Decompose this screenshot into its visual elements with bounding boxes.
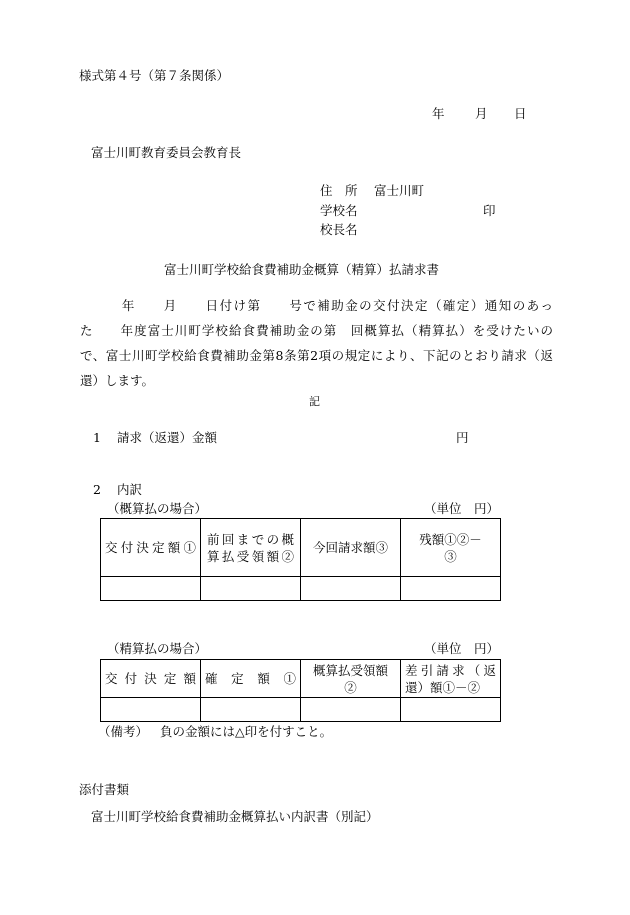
table2-header-cell: 差引請求（返還）額①－② xyxy=(401,660,501,698)
note-label: （備考） xyxy=(98,724,149,739)
address-label: 住 所 xyxy=(320,183,358,198)
note-text: 負の金額には△印を付すこと。 xyxy=(160,724,333,739)
body-line: 還）します。 xyxy=(80,373,155,388)
body-paragraph xyxy=(80,293,553,393)
item1-unit: 円 xyxy=(456,430,469,445)
date-day-label: 日 xyxy=(514,106,527,121)
date-month-label: 月 xyxy=(475,106,488,121)
item1-number: 1 xyxy=(93,430,101,445)
attachments-heading: 添付書類 xyxy=(79,782,130,797)
table1-overview xyxy=(100,518,501,601)
table2-header-cell: 確定額① xyxy=(201,660,301,698)
table-cell xyxy=(101,577,201,601)
form-number: 様式第４号（第７条関係） xyxy=(79,68,230,83)
table-cell xyxy=(401,698,501,722)
body-line: 年 月 日付け第 号で補助金の交付決定（確定）通知のあっ xyxy=(80,298,553,313)
table-cell xyxy=(101,698,201,722)
item2-label: 内訳 xyxy=(117,482,143,497)
table1-header-cell: 前回までの概算払受領額② xyxy=(201,519,301,577)
principal-name-label: 校長名 xyxy=(320,222,358,237)
school-name-label: 学校名 xyxy=(320,203,358,218)
table1-unit: （単位 円） xyxy=(424,501,500,516)
seal-mark: 印 xyxy=(483,203,496,218)
table2-settlement xyxy=(100,659,501,722)
table-cell xyxy=(201,698,301,722)
item1-label: 請求（返還）金額 xyxy=(117,430,218,445)
body-line: で、富士川町学校給食費補助金第8条第2項の規定により、下記のとおり請求（返 xyxy=(80,348,553,363)
table-cell xyxy=(201,577,301,601)
table2-header-cell: 交付決定額 xyxy=(101,660,201,698)
table2-unit: （単位 円） xyxy=(424,641,500,656)
table2-header-cell: 概算払受領額② xyxy=(301,660,401,698)
table-cell xyxy=(401,577,501,601)
table1-header-cell: 交付決定額① xyxy=(101,519,201,577)
table1-header-cell: 今回請求額③ xyxy=(301,519,401,577)
table-cell xyxy=(301,577,401,601)
table1-header-cell: 残額①②－③ xyxy=(401,519,501,577)
attachment-item: 富士川町学校給食費補助金概算払い内訳書（別記） xyxy=(91,809,379,824)
addressee: 富士川町教育委員会教育長 xyxy=(91,145,242,160)
ki-mark: 記 xyxy=(309,395,320,408)
body-line: た 年度富士川町学校給食費補助金の第 回概算払（精算払）を受けたいの xyxy=(80,323,553,338)
document-title: 富士川町学校給食費補助金概算（精算）払請求書 xyxy=(164,262,440,277)
address-value: 富士川町 xyxy=(374,183,425,198)
table2-caption: （精算払の場合） xyxy=(107,641,208,656)
date-year-label: 年 xyxy=(432,106,445,121)
table1-caption: （概算払の場合） xyxy=(107,501,208,516)
table-cell xyxy=(301,698,401,722)
item2-number: 2 xyxy=(93,482,101,497)
